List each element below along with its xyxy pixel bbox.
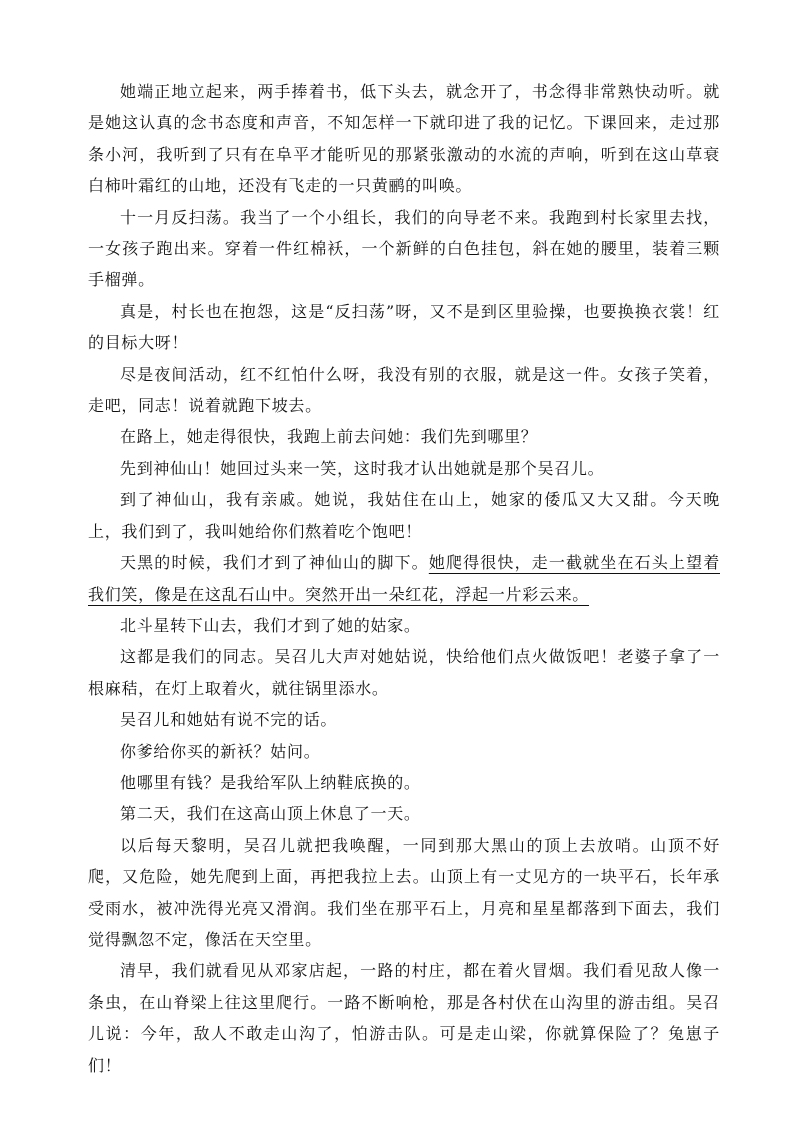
paragraph-2: 十一月反扫荡。我当了一个小组长，我们的向导老不来。我跑到村长家里去找，一女孩子跑出来。穿着一件红棉袄，一个新鲜的白色挂包，斜在她的腰里，装着三颗手榴弹。	[88, 207, 720, 290]
paragraph-7: 到了神仙山，我有亲戚。她说，我姑住在山上，她家的倭瓜又大又甜。今天晚上，我们到了，我叫她给你们熬着吃个饱吧！	[88, 490, 720, 541]
paragraph-16: 清早，我们就看见从邓家店起，一路的村庄，都在着火冒烟。我们看见敌人像一条虫，在山脊梁上往这里爬行。一路不断响枪，那是各村伏在山沟里的游击组。吴召儿说：今年，敌人不敢走山沟了，怕游击队。可是走山梁，你就算保险了？兔崽子们！	[88, 961, 720, 1075]
paragraph-13: 他哪里有钱？是我给军队上纳鞋底换的。	[120, 772, 421, 792]
paragraph-8-plain-text: 天黑的时候，我们才到了神仙山的脚下。	[120, 553, 429, 573]
paragraph-14: 第二天，我们在这高山顶上休息了一天。	[120, 804, 421, 824]
paragraph-6: 先到神仙山！她回过头来一笑，这时我才认出她就是那个吴召儿。	[120, 458, 605, 478]
paragraph-9: 北斗星转下山去，我们才到了她的姑家。	[120, 615, 421, 635]
paragraph-12: 你爹给你买的新袄？姑问。	[120, 741, 321, 761]
paragraph-5: 在路上，她走得很快，我跑上前去问她：我们先到哪里？	[120, 427, 538, 447]
document-body	[88, 76, 720, 1081]
paragraph-8	[88, 547, 720, 610]
paragraph-8-underlined-text: 她爬得很快，走一截就坐在石头上望着我们笑，像是在这乱石山中。突然开出一朵红花，浮起一片彩云来。	[88, 553, 720, 604]
paragraph-11: 吴召儿和她姑有说不完的话。	[120, 710, 338, 730]
paragraph-3: 真是，村长也在抱怨，这是“反扫荡”呀，又不是到区里验操，也要换换衣裳！红的目标大呀！	[88, 301, 720, 353]
paragraph-1: 她端正地立起来，两手捧着书，低下头去，就念开了，书念得非常熟快动听。就是她这认真的念书态度和声音，不知怎样一下就印进了我的记忆。下课回来，走过那条小河，我听到了只有在阜平才能听见的那紧张激动的水流的声响，听到在这山草衰白柿叶霜红的山地，还没有飞走的一只黄鹂的叫唤。	[88, 82, 720, 196]
paragraph-4: 尽是夜间活动，红不红怕什么呀，我没有别的衣服，就是这一件。女孩子笑着，走吧，同志！说着就跑下坡去。	[88, 364, 720, 416]
paragraph-10: 这都是我们的同志。吴召儿大声对她姑说，快给他们点火做饭吧！老婆子拿了一根麻秸，在灯上取着火，就往锅里添水。	[88, 647, 720, 698]
paragraph-15: 以后每天黎明，吴召儿就把我唤醒，一同到那大黑山的顶上去放哨。山顶不好爬，又危险，她先爬到上面，再把我拉上去。山顶上有一丈见方的一块平石，长年承受雨水，被冲洗得光亮又滑润。我们坐在那平石上，月亮和星星都落到下面去，我们觉得飘忽不定，像活在天空里。	[88, 835, 720, 949]
